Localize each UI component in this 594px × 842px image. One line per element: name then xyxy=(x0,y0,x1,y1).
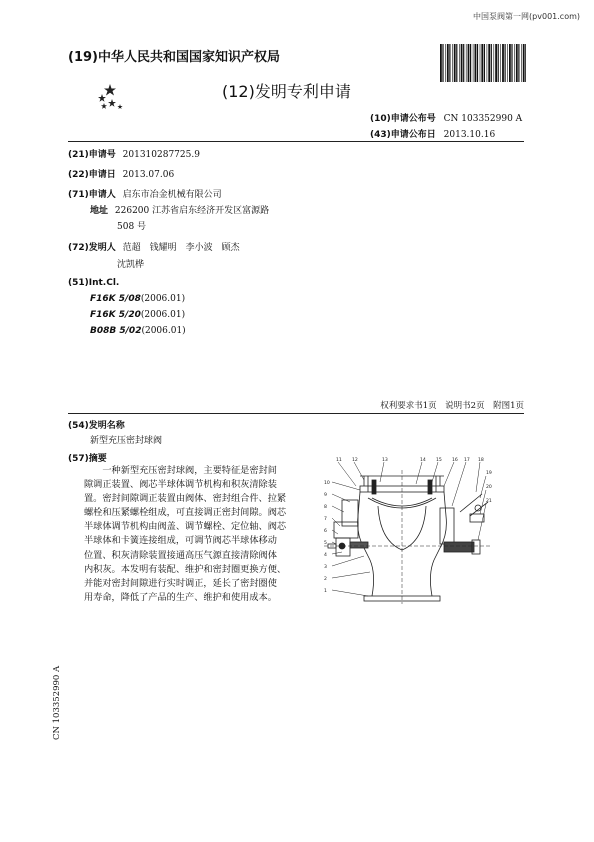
barcode-bar xyxy=(461,44,463,82)
barcode-bar xyxy=(470,44,471,82)
figure-callout: 18 xyxy=(478,458,484,463)
figure-callout: 5 xyxy=(324,541,327,546)
barcode-bar xyxy=(475,44,477,82)
abstract-line: 半球体调节机构由阀盖、调节螺栓、定位轴、阀芯 xyxy=(84,521,287,533)
figure-callout: 4 xyxy=(324,553,327,558)
applicant: 启东市冶金机械有限公司 xyxy=(122,190,222,200)
application-number: 201310287725.9 xyxy=(122,150,200,160)
ipc-label: (51)Int.Cl. xyxy=(68,278,120,288)
barcode-bar xyxy=(491,44,492,82)
figure-callout: 9 xyxy=(324,493,327,498)
publication-date-row xyxy=(370,127,495,140)
ipc-version: (2006.01) xyxy=(140,294,186,304)
figure-callout: 15 xyxy=(436,458,442,463)
barcode-bar xyxy=(459,44,460,82)
inventor-row xyxy=(68,240,240,253)
ipc-entry xyxy=(90,326,186,336)
barcode-bar xyxy=(523,44,525,82)
inventors-line-1: 范超 钱耀明 李小波 顾杰 xyxy=(122,243,240,253)
abstract-line: 用寿命，降低了产品的生产、维护和使用成本。 xyxy=(84,591,277,603)
barcode-bar xyxy=(447,44,449,82)
abstract-line: 一种新型充压密封球阀，主要特征是密封间 xyxy=(84,465,277,476)
barcode-bar xyxy=(449,44,450,82)
barcode-bar xyxy=(495,44,497,82)
barcode-bar xyxy=(507,44,508,82)
application-date-row xyxy=(68,167,174,180)
barcode-bar xyxy=(498,44,499,82)
abstract-label: (57)摘要 xyxy=(68,454,107,464)
ipc-code: F16K 5/08 xyxy=(90,294,141,304)
figure-callout: 10 xyxy=(324,481,330,486)
figure-callout: 11 xyxy=(336,458,342,463)
address-row xyxy=(90,203,269,216)
barcode-bar xyxy=(442,44,443,82)
barcode-bar xyxy=(463,44,464,82)
figure-callout: 12 xyxy=(352,458,358,463)
document-type: (12)发明专利申请 xyxy=(222,82,351,101)
barcode-bar xyxy=(480,44,481,82)
barcode-bar xyxy=(477,44,478,82)
ipc-entry xyxy=(90,310,185,320)
ipc-entry xyxy=(90,294,185,304)
invention-title: 新型充压密封球阀 xyxy=(90,436,163,446)
figure-callout: 20 xyxy=(486,485,492,490)
issuer: (19)中华人民共和国国家知识产权局 xyxy=(68,50,280,65)
site-watermark: 中国泵阀第一网(pv001.com) xyxy=(473,12,580,21)
barcode-bar xyxy=(525,44,526,82)
barcode-bar xyxy=(488,44,490,82)
application-date-label: (22)申请日 xyxy=(68,170,116,180)
barcode-bar xyxy=(509,44,511,82)
abstract-line: 隙调正装置、阀芯半球体调节机构和积灰清除装 xyxy=(84,479,277,491)
barcode-bar xyxy=(514,44,515,82)
abstract-line: 半球体和卡簧连接组成，可调节阀芯半球体移动 xyxy=(84,535,277,547)
barcode-bar xyxy=(516,44,518,82)
page-counts: 权利要求书1页 说明书2页 附图1页 xyxy=(380,401,524,411)
page-counts-divider xyxy=(68,413,524,414)
abstract-line: 置。密封间隙调正装置由阀体、密封组合件、拉紧 xyxy=(84,493,287,505)
barcode-bar xyxy=(484,44,485,82)
publication-date: 2013.10.16 xyxy=(443,130,496,140)
figure-callout: 1 xyxy=(324,589,327,594)
barcode-bar xyxy=(452,44,453,82)
figure-callout: 19 xyxy=(486,471,492,476)
publication-number-row xyxy=(370,111,522,124)
barcode-bar xyxy=(454,44,456,82)
applicant-row xyxy=(68,187,222,200)
valve-figure xyxy=(320,456,498,606)
figure-callout: 6 xyxy=(324,529,327,534)
barcode-bar xyxy=(456,44,457,82)
barcode-bar xyxy=(494,44,495,82)
sipo-logo xyxy=(96,82,140,112)
title-label: (54)发明名称 xyxy=(68,421,125,431)
application-date: 2013.07.06 xyxy=(122,170,175,180)
figure-callout: 3 xyxy=(324,565,327,570)
barcode-bar xyxy=(487,44,488,82)
publication-number: CN 103352990 A xyxy=(443,114,523,124)
ipc-version: (2006.01) xyxy=(141,326,186,336)
ipc-version: (2006.01) xyxy=(140,310,186,320)
barcode-bar xyxy=(468,44,470,82)
barcode xyxy=(440,44,526,82)
publication-date-label: (43)申请公布日 xyxy=(370,130,436,140)
abstract-line: 位置、积灰清除装置接通高压气源直接清除阀体 xyxy=(84,549,277,561)
applicant-label: (71)申请人 xyxy=(68,190,116,200)
figure-callout: 2 xyxy=(324,577,327,582)
barcode-bar xyxy=(521,44,522,82)
ipc-code: B08B 5/02 xyxy=(90,326,142,336)
side-publication-number: CN 103352990 A xyxy=(52,665,62,740)
barcode-bar xyxy=(518,44,519,82)
address-line-2: 508 号 xyxy=(117,222,147,232)
ipc-code: F16K 5/20 xyxy=(90,310,141,320)
barcode-bar xyxy=(502,44,504,82)
inventors-line-2: 沈凯桦 xyxy=(117,260,145,270)
publication-number-label: (10)申请公布号 xyxy=(370,114,436,124)
figure-callout: 16 xyxy=(452,458,458,463)
barcode-bar xyxy=(511,44,512,82)
address-label: 地址 xyxy=(90,206,109,216)
abstract-line: 内积灰。本发明有装配、维护和密封圈更换方便、 xyxy=(84,563,287,575)
figure-callout: 8 xyxy=(324,505,327,510)
figure-callout: 17 xyxy=(464,458,470,463)
barcode-bar xyxy=(445,44,446,82)
address-line-1: 226200 江苏省启东经济开发区富源路 xyxy=(114,206,270,216)
abstract-line: 螺栓和压紧螺栓组成，可直接调正密封间隙。阀芯 xyxy=(84,507,287,519)
header-divider xyxy=(68,141,524,142)
barcode-bar xyxy=(505,44,506,82)
barcode-bar xyxy=(466,44,467,82)
inventor-label: (72)发明人 xyxy=(68,243,116,253)
abstract-line: 并能对密封间隙进行实时调正，延长了密封圈使 xyxy=(84,577,277,589)
barcode-bar xyxy=(473,44,474,82)
figure-callout: 21 xyxy=(486,499,492,504)
barcode-bar xyxy=(481,44,483,82)
barcode-bar xyxy=(500,44,501,82)
figure-callout: 14 xyxy=(420,458,426,463)
figure-callout: 13 xyxy=(382,458,388,463)
figure-callout: 7 xyxy=(324,517,327,522)
barcode-bar xyxy=(440,44,442,82)
application-number-row xyxy=(68,147,200,160)
abstract-text xyxy=(84,464,299,605)
application-number-label: (21)申请号 xyxy=(68,150,116,160)
